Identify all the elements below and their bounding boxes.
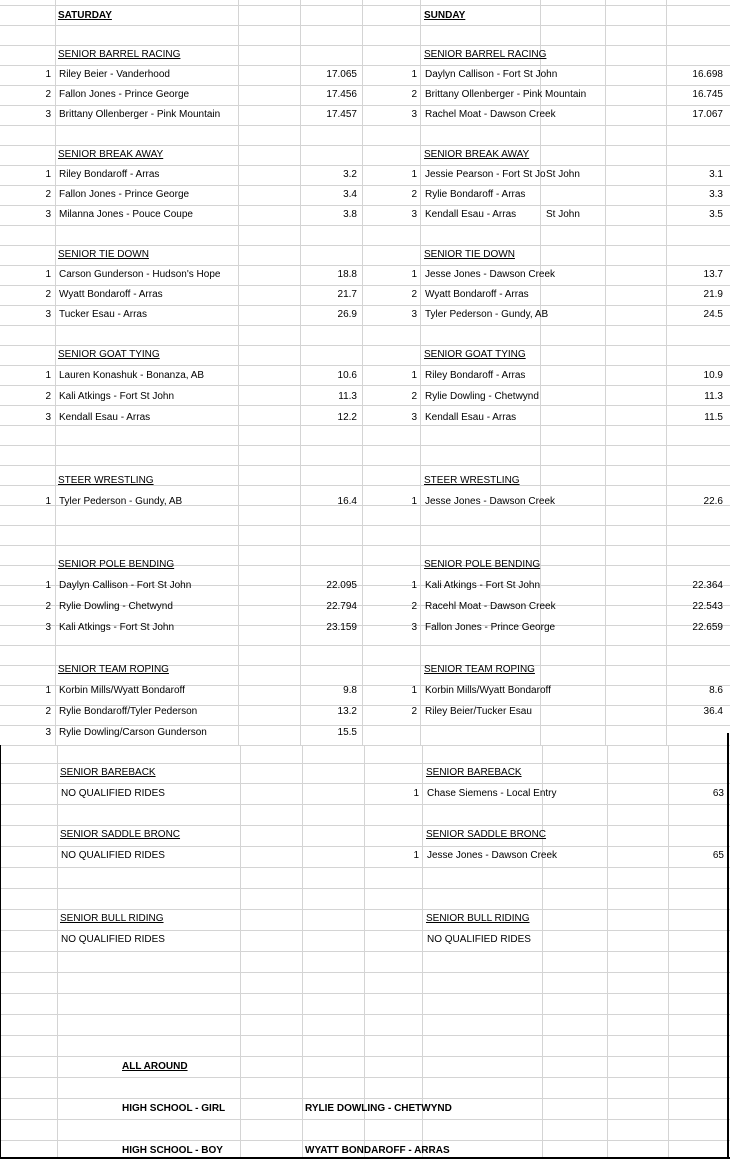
sunday-competitor: Wyatt Bondaroff - Arras xyxy=(425,289,529,300)
sunday-score: 3.1 xyxy=(709,169,723,180)
sunday-event-title: SENIOR TIE DOWN xyxy=(424,249,515,260)
saturday-place: 1 xyxy=(45,69,51,80)
sunday-event-title: SENIOR GOAT TYING xyxy=(424,349,526,360)
sunday-competitor: Korbin Mills/Wyatt Bondaroff xyxy=(425,685,551,696)
row-gridline xyxy=(0,285,730,286)
column-gridline xyxy=(364,745,365,1159)
high-school-girl-winner: RYLIE DOWLING - CHETWYND xyxy=(305,1103,452,1114)
saturday-competitor: Tucker Esau - Arras xyxy=(59,309,147,320)
sunday-score: 11.3 xyxy=(704,391,723,402)
sunday-place: 2 xyxy=(411,289,417,300)
sunday-place: 1 xyxy=(411,580,417,591)
row-gridline xyxy=(0,105,730,106)
sunday-competitor: Riley Bondaroff - Arras xyxy=(425,370,526,381)
saturday-score: 15.5 xyxy=(337,727,357,738)
row-gridline xyxy=(0,185,730,186)
saturday-place: 1 xyxy=(45,169,51,180)
sunday-event-title: SENIOR BREAK AWAY xyxy=(424,149,530,160)
saturday-competitor: Carson Gunderson - Hudson's Hope xyxy=(59,269,221,280)
row-gridline xyxy=(0,345,730,346)
sunday-event-title: SENIOR BARREL RACING xyxy=(424,49,547,60)
column-gridline xyxy=(55,0,56,745)
saturday-event-title: SENIOR TIE DOWN xyxy=(58,249,149,260)
saturday-competitor: Milanna Jones - Pouce Coupe xyxy=(59,209,193,220)
sunday-score: 3.3 xyxy=(709,189,723,200)
saturday-no-rides: NO QUALIFIED RIDES xyxy=(61,788,165,799)
saturday-event-title: SENIOR BREAK AWAY xyxy=(58,149,164,160)
high-school-girl-label: HIGH SCHOOL - GIRL xyxy=(122,1103,226,1114)
saturday-competitor: Daylyn Callison - Fort St John xyxy=(59,580,192,591)
sunday-score: 11.5 xyxy=(704,412,723,423)
sunday-competitor: Kendall Esau - Arras xyxy=(425,412,517,423)
saturday-score: 22.095 xyxy=(326,580,357,591)
column-gridline xyxy=(422,745,423,1159)
row-gridline xyxy=(0,993,730,994)
saturday-event-title: SENIOR TEAM ROPING xyxy=(58,664,169,675)
sunday-event-title: SENIOR POLE BENDING xyxy=(424,559,541,570)
all-around-title: ALL AROUND xyxy=(122,1061,188,1072)
saturday-score: 12.2 xyxy=(337,412,357,423)
sunday-event-title: SENIOR BAREBACK xyxy=(426,767,522,778)
saturday-place: 2 xyxy=(45,391,51,402)
sunday-place: 2 xyxy=(411,601,417,612)
saturday-competitor: Korbin Mills/Wyatt Bondaroff xyxy=(59,685,185,696)
sunday-competitor-extra: St John xyxy=(546,209,580,220)
row-gridline xyxy=(0,5,730,6)
saturday-competitor: Riley Beier - Vanderhood xyxy=(59,69,170,80)
sunday-competitor: Jesse Jones - Dawson Creek xyxy=(427,850,558,861)
saturday-header: SATURDAY xyxy=(58,10,112,21)
saturday-place: 1 xyxy=(45,685,51,696)
saturday-place: 3 xyxy=(45,109,51,120)
saturday-competitor: Wyatt Bondaroff - Arras xyxy=(59,289,163,300)
row-gridline xyxy=(0,1098,730,1099)
column-gridline xyxy=(605,0,606,745)
sunday-place: 1 xyxy=(413,850,419,861)
saturday-no-rides: NO QUALIFIED RIDES xyxy=(61,934,165,945)
row-gridline xyxy=(0,545,730,546)
sunday-score: 22.6 xyxy=(703,496,723,507)
sunday-place: 1 xyxy=(411,370,417,381)
row-gridline xyxy=(0,325,730,326)
saturday-score: 3.4 xyxy=(343,189,357,200)
saturday-competitor: Fallon Jones - Prince George xyxy=(59,89,190,100)
sunday-score: 22.364 xyxy=(692,580,723,591)
row-gridline xyxy=(0,465,730,466)
sunday-score: 63 xyxy=(712,788,724,799)
sunday-score: 13.7 xyxy=(703,269,723,280)
sunday-competitor: Kendall Esau - Arras xyxy=(425,209,517,220)
row-gridline xyxy=(0,165,730,166)
sunday-place: 1 xyxy=(413,788,419,799)
saturday-score: 16.4 xyxy=(337,496,357,507)
saturday-event-title: SENIOR POLE BENDING xyxy=(58,559,175,570)
saturday-competitor: Riley Bondaroff - Arras xyxy=(59,169,160,180)
row-gridline xyxy=(0,888,730,889)
saturday-place: 1 xyxy=(45,496,51,507)
column-gridline xyxy=(666,0,667,745)
sunday-competitor: Chase Siemens - Local Entry xyxy=(427,788,557,799)
row-gridline xyxy=(0,645,730,646)
sunday-score: 17.067 xyxy=(692,109,723,120)
saturday-score: 10.6 xyxy=(337,370,357,381)
row-gridline xyxy=(0,25,730,26)
saturday-score: 17.457 xyxy=(326,109,357,120)
sunday-score: 36.4 xyxy=(703,706,723,717)
saturday-competitor: Tyler Pederson - Gundy, AB xyxy=(59,496,183,507)
row-gridline xyxy=(0,972,730,973)
row-gridline xyxy=(0,245,730,246)
sunday-place: 1 xyxy=(411,169,417,180)
high-school-boy-label: HIGH SCHOOL - BOY xyxy=(122,1145,223,1156)
saturday-competitor: Rylie Dowling/Carson Gunderson xyxy=(59,727,207,738)
saturday-score: 11.3 xyxy=(338,391,357,402)
sunday-place: 1 xyxy=(411,269,417,280)
saturday-competitor: Brittany Ollenberger - Pink Mountain xyxy=(59,109,221,120)
saturday-place: 3 xyxy=(45,412,51,423)
row-gridline xyxy=(0,1140,730,1141)
saturday-event-title: SENIOR BAREBACK xyxy=(60,767,156,778)
row-gridline xyxy=(0,305,730,306)
sunday-competitor: Kali Atkings - Fort St John xyxy=(425,580,541,591)
saturday-event-title: SENIOR SADDLE BRONC xyxy=(60,829,181,840)
saturday-place: 3 xyxy=(45,622,51,633)
sunday-place: 1 xyxy=(411,496,417,507)
sunday-competitor: Riley Beier/Tucker Esau xyxy=(425,706,532,717)
saturday-place: 2 xyxy=(45,89,51,100)
saturday-score: 17.065 xyxy=(326,69,357,80)
row-gridline xyxy=(0,1119,730,1120)
sunday-competitor: Rachel Moat - Dawson Creek xyxy=(425,109,556,120)
sunday-place: 3 xyxy=(411,622,417,633)
saturday-score: 26.9 xyxy=(337,309,357,320)
saturday-event-title: SENIOR GOAT TYING xyxy=(58,349,160,360)
row-gridline xyxy=(0,425,730,426)
sunday-competitor: Daylyn Callison - Fort St John xyxy=(425,69,558,80)
sunday-competitor-extra: St John xyxy=(546,169,580,180)
row-gridline xyxy=(0,909,730,910)
row-gridline xyxy=(0,265,730,266)
saturday-competitor: Lauren Konashuk - Bonanza, AB xyxy=(59,370,205,381)
saturday-score: 3.8 xyxy=(343,209,357,220)
sunday-place: 3 xyxy=(411,109,417,120)
row-gridline xyxy=(0,205,730,206)
row-gridline xyxy=(0,930,730,931)
sunday-competitor: Tyler Pederson - Gundy, AB xyxy=(425,309,549,320)
sunday-competitor: Fallon Jones - Prince George xyxy=(425,622,556,633)
row-gridline xyxy=(0,65,730,66)
sunday-score: 10.9 xyxy=(703,370,723,381)
sunday-place: 3 xyxy=(411,309,417,320)
saturday-competitor: Rylie Dowling - Chetwynd xyxy=(59,601,173,612)
sunday-place: 2 xyxy=(411,391,417,402)
sunday-place: 2 xyxy=(411,706,417,717)
sheet-border xyxy=(727,733,729,1159)
sunday-score: 8.6 xyxy=(709,685,723,696)
row-gridline xyxy=(0,846,730,847)
row-gridline xyxy=(0,125,730,126)
sunday-place: 1 xyxy=(411,69,417,80)
sunday-score: 3.5 xyxy=(709,209,723,220)
sunday-place: 3 xyxy=(411,412,417,423)
saturday-competitor: Kendall Esau - Arras xyxy=(59,412,151,423)
row-gridline xyxy=(0,445,730,446)
saturday-score: 22.794 xyxy=(326,601,357,612)
saturday-event-title: SENIOR BULL RIDING xyxy=(60,913,164,924)
saturday-score: 3.2 xyxy=(343,169,357,180)
sunday-place: 2 xyxy=(411,189,417,200)
sunday-place: 3 xyxy=(411,209,417,220)
row-gridline xyxy=(0,1014,730,1015)
row-gridline xyxy=(0,1035,730,1036)
column-gridline xyxy=(300,0,301,745)
column-gridline xyxy=(362,0,363,745)
saturday-competitor: Rylie Bondaroff/Tyler Pederson xyxy=(59,706,198,717)
sunday-score: 24.5 xyxy=(703,309,723,320)
saturday-place: 1 xyxy=(45,370,51,381)
row-gridline xyxy=(0,405,730,406)
saturday-score: 9.8 xyxy=(343,685,357,696)
column-gridline xyxy=(668,745,669,1159)
high-school-boy-winner: WYATT BONDAROFF - ARRAS xyxy=(305,1145,450,1156)
row-gridline xyxy=(0,145,730,146)
saturday-score: 23.159 xyxy=(326,622,357,633)
saturday-place: 3 xyxy=(45,209,51,220)
column-gridline xyxy=(57,745,58,1159)
saturday-score: 13.2 xyxy=(337,706,357,717)
sunday-competitor: Jessie Pearson - Fort St Jo xyxy=(425,169,546,180)
sunday-event-title: SENIOR TEAM ROPING xyxy=(424,664,535,675)
row-gridline xyxy=(0,85,730,86)
saturday-competitor: Fallon Jones - Prince George xyxy=(59,189,190,200)
row-gridline xyxy=(0,825,730,826)
sunday-event-title: SENIOR BULL RIDING xyxy=(426,913,530,924)
saturday-place: 2 xyxy=(45,189,51,200)
saturday-no-rides: NO QUALIFIED RIDES xyxy=(61,850,165,861)
row-gridline xyxy=(0,783,730,784)
sheet-border xyxy=(0,745,1,1159)
saturday-place: 1 xyxy=(45,269,51,280)
row-gridline xyxy=(0,385,730,386)
column-gridline xyxy=(607,745,608,1159)
row-gridline xyxy=(0,525,730,526)
row-gridline xyxy=(0,745,730,746)
sunday-header: SUNDAY xyxy=(424,10,466,21)
row-gridline xyxy=(0,225,730,226)
sunday-place: 1 xyxy=(411,685,417,696)
sunday-score: 22.659 xyxy=(692,622,723,633)
sunday-competitor: Brittany Ollenberger - Pink Mountain xyxy=(425,89,587,100)
sunday-competitor: Jesse Jones - Dawson Creek xyxy=(425,496,556,507)
row-gridline xyxy=(0,1056,730,1057)
row-gridline xyxy=(0,951,730,952)
column-gridline xyxy=(302,745,303,1159)
saturday-place: 2 xyxy=(45,289,51,300)
sunday-score: 16.745 xyxy=(692,89,723,100)
sunday-competitor: Jesse Jones - Dawson Creek xyxy=(425,269,556,280)
sunday-score: 16.698 xyxy=(692,69,723,80)
row-gridline xyxy=(0,763,730,764)
saturday-competitor: Kali Atkings - Fort St John xyxy=(59,622,175,633)
row-gridline xyxy=(0,804,730,805)
column-gridline xyxy=(238,0,239,745)
saturday-place: 2 xyxy=(45,706,51,717)
saturday-score: 18.8 xyxy=(337,269,357,280)
column-gridline xyxy=(542,745,543,1159)
column-gridline xyxy=(240,745,241,1159)
sunday-place: 2 xyxy=(411,89,417,100)
saturday-place: 2 xyxy=(45,601,51,612)
row-gridline xyxy=(0,725,730,726)
saturday-score: 17.456 xyxy=(326,89,357,100)
row-gridline xyxy=(0,1077,730,1078)
sunday-score: 21.9 xyxy=(703,289,723,300)
row-gridline xyxy=(0,867,730,868)
sunday-event-title: SENIOR SADDLE BRONC xyxy=(426,829,547,840)
row-gridline xyxy=(0,45,730,46)
sunday-competitor: Rylie Bondaroff - Arras xyxy=(425,189,526,200)
sunday-event-title: STEER WRESTLING xyxy=(424,475,520,486)
sunday-score: 65 xyxy=(712,850,724,861)
sunday-competitor: Rylie Dowling - Chetwynd xyxy=(425,391,539,402)
sunday-score: 22.543 xyxy=(692,601,723,612)
saturday-competitor: Kali Atkings - Fort St John xyxy=(59,391,175,402)
saturday-score: 21.7 xyxy=(337,289,357,300)
saturday-place: 3 xyxy=(45,309,51,320)
saturday-event-title: SENIOR BARREL RACING xyxy=(58,49,181,60)
saturday-event-title: STEER WRESTLING xyxy=(58,475,154,486)
sunday-no-rides: NO QUALIFIED RIDES xyxy=(427,934,531,945)
saturday-place: 3 xyxy=(45,727,51,738)
sunday-competitor: Racehl Moat - Dawson Creek xyxy=(425,601,556,612)
saturday-place: 1 xyxy=(45,580,51,591)
row-gridline xyxy=(0,365,730,366)
column-gridline xyxy=(420,0,421,745)
